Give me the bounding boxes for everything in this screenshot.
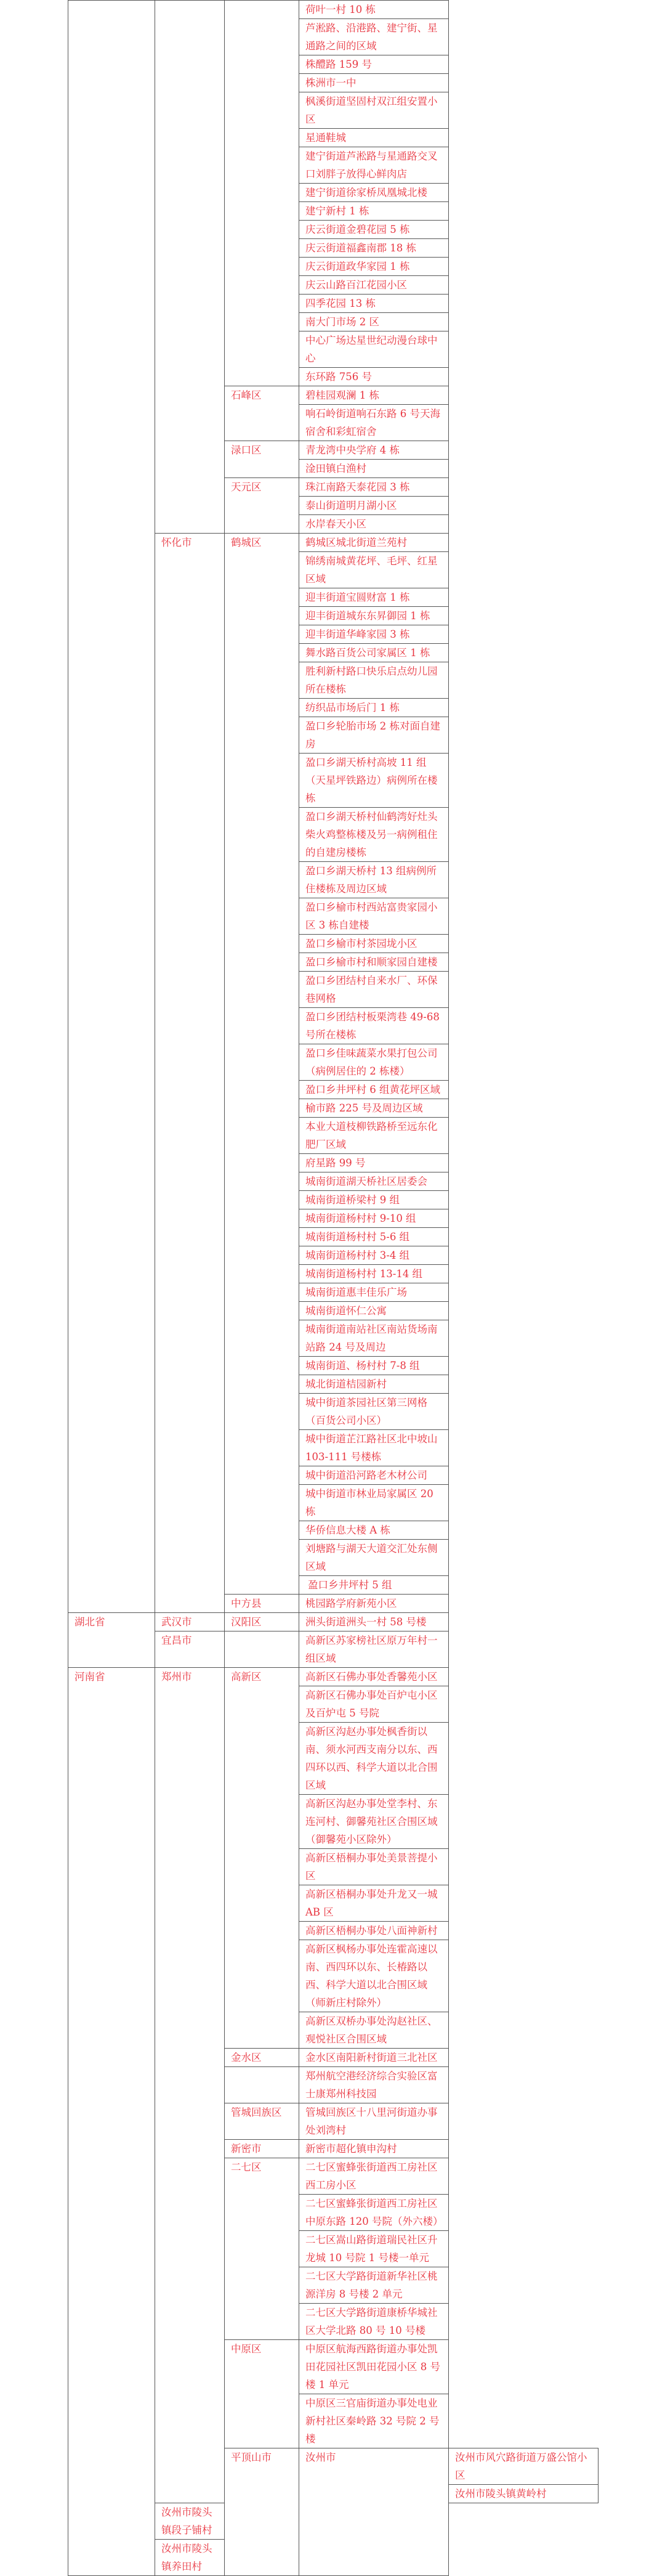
location-cell: 二七区嵩山路街道瑞民社区升龙城 10 号院 1 号楼一单元 <box>299 2231 449 2267</box>
location-cell: 青龙湾中央学府 4 栋 <box>299 441 449 460</box>
location-cell: 中原区航海西路街道办事处凯田花园社区凯田花园小区 8 号楼 1 单元 <box>299 2340 449 2394</box>
location-cell: 郑州航空港经济综合实验区富士康郑州科技园 <box>299 2067 449 2103</box>
location-cell: 二七区大学路街道康桥华城社区大学北路 80 号 10 号楼 <box>299 2304 449 2340</box>
location-cell: 盈口乡佳味蔬菜水果打包公司（病例居住的 2 栋楼） <box>299 1044 449 1081</box>
location-cell: 庆云街道金碧花园 5 栋 <box>299 221 449 239</box>
district-cell: 二七区 <box>225 2158 299 2340</box>
district-cell: 中方县 <box>225 1595 299 1613</box>
province-cell <box>68 1 155 1613</box>
location-cell: 东环路 756 号 <box>299 368 449 386</box>
location-cell: 洲头街道洲头一村 58 号楼 <box>299 1613 449 1631</box>
location-cell: 芦淞路、沿港路、建宁街、星通路之间的区域 <box>299 19 449 55</box>
location-cell: 华侨信息大楼 A 栋 <box>299 1521 449 1540</box>
location-cell: 盈口乡轮胎市场 2 栋对面自建房 <box>299 717 449 754</box>
location-cell: 高新区石佛办事处百炉屯小区及百炉屯 5 号院 <box>299 1686 449 1723</box>
location-cell: 水岸春天小区 <box>299 515 449 534</box>
location-cell: 盈口乡湖天桥村 13 组病例所住楼栋及周边区域 <box>299 862 449 898</box>
city-cell: 怀化市 <box>155 534 225 1613</box>
table-row <box>68 1613 598 1631</box>
location-cell: 建宁新村 1 栋 <box>299 202 449 221</box>
location-cell: 建宁街道徐家桥凤凰城北楼 <box>299 184 449 202</box>
location-cell: 泰山街道明月湖小区 <box>299 497 449 515</box>
location-cell: 盈口乡团结村板栗湾巷 49-68 号所在楼栋 <box>299 1008 449 1044</box>
location-cell: 株洲市一中 <box>299 74 449 92</box>
location-cell: 二七区蜜蜂张街道西工房社区西工房小区 <box>299 2158 449 2195</box>
table-row <box>68 1668 598 1686</box>
location-cell: 榆市路 225 号及周边区域 <box>299 1099 449 1118</box>
district-cell <box>225 2067 299 2103</box>
district-cell: 石峰区 <box>225 386 299 441</box>
location-cell: 星通鞋城 <box>299 129 449 147</box>
location-cell: 庆云街道政华家园 1 栋 <box>299 258 449 276</box>
location-cell: 迎丰街道宝圆财富 1 栋 <box>299 588 449 607</box>
city-cell <box>155 1 225 534</box>
city-cell: 平顶山市 <box>225 2448 299 2576</box>
location-cell: 建宁街道芦淞路与星通路交叉口刘胖子放得心鲜肉店 <box>299 147 449 184</box>
location-cell: 盈口乡榆市村和顺家园自建楼 <box>299 953 449 972</box>
district-cell: 管城回族区 <box>225 2103 299 2140</box>
location-cell: 迎丰街道华峰家园 3 栋 <box>299 625 449 644</box>
location-cell: 盈口乡榆市村西站富贵家园小区 3 栋自建楼 <box>299 898 449 935</box>
location-cell: 枫溪街道坚固村双江组安置小区 <box>299 92 449 129</box>
city-cell: 郑州市 <box>155 1668 225 2503</box>
location-cell: 淦田镇白渔村 <box>299 460 449 478</box>
location-cell: 盈口乡湖天桥村仙鹤湾好灶头柴火鸡整栋楼及另一病例租住的自建房楼栋 <box>299 808 449 862</box>
location-cell: 鹤城区城北街道兰苑村 <box>299 534 449 552</box>
location-cell: 高新区梧桐办事处升龙又一城 AB 区 <box>299 1885 449 1922</box>
location-cell: 荷叶一村 10 栋 <box>299 1 449 19</box>
location-cell: 响石岭街道响石东路 6 号天海宿舍和彩虹宿舍 <box>299 405 449 441</box>
district-cell <box>225 1 299 386</box>
location-cell: 舞水路百货公司家属区 1 栋 <box>299 644 449 662</box>
location-cell: 盈口乡团结村自来水厂、环保巷网格 <box>299 972 449 1008</box>
location-cell: 珠江南路天泰花园 3 栋 <box>299 478 449 497</box>
location-cell: 金水区南阳新村街道三北社区 <box>299 2049 449 2067</box>
location-cell: 庆云山路百江花园小区 <box>299 276 449 295</box>
location-cell: 碧桂园观澜 1 栋 <box>299 386 449 405</box>
district-cell <box>225 1631 299 1668</box>
location-cell: 高新区梧桐办事处美景菩提小区 <box>299 1849 449 1885</box>
location-cell: 汝州市风穴路街道万盛公馆小区 <box>449 2448 598 2485</box>
table-row <box>68 1 598 19</box>
location-cell: 高新区苏家榜社区原万年村一组区域 <box>299 1631 449 1668</box>
location-cell: 庆云街道福鑫南郡 18 栋 <box>299 239 449 258</box>
location-cell: 盈口乡井坪村 5 组 <box>299 1576 449 1595</box>
location-cell: 高新区沟赵办事处枫香街以南、须水河西支南分以东、西四环以西、科学大道以北合围区域 <box>299 1723 449 1795</box>
location-cell: 盈口乡湖天桥村高坡 11 组（天星坪铁路边）病例所在楼栋 <box>299 754 449 808</box>
location-cell: 新密市超化镇申沟村 <box>299 2140 449 2158</box>
location-cell: 株醴路 159 号 <box>299 55 449 74</box>
district-cell: 天元区 <box>225 478 299 534</box>
district-cell: 鹤城区 <box>225 534 299 1595</box>
location-cell: 四季花园 13 栋 <box>299 295 449 313</box>
location-cell: 中原区三官庙街道办事处电业新村社区秦岭路 32 号院 2 号楼 <box>299 2394 449 2448</box>
location-cell: 城中街道芷江路社区北中坡山 103-111 号楼栋 <box>299 1430 449 1466</box>
location-cell: 高新区梧桐办事处八面神新村 <box>299 1922 449 1940</box>
location-cell: 城中街道市林业局家属区 20 栋 <box>299 1485 449 1521</box>
location-cell: 城北街道桔园新村 <box>299 1375 449 1394</box>
location-cell: 桃园路学府新苑小区 <box>299 1595 449 1613</box>
location-cell: 城南街道南站社区南站货场南站路 24 号及周边 <box>299 1320 449 1357</box>
location-cell: 盈口乡井坪村 6 组黄花坪区域 <box>299 1081 449 1099</box>
location-cell: 城南街道杨村村 5-6 组 <box>299 1228 449 1246</box>
district-cell: 汉阳区 <box>225 1613 299 1631</box>
location-cell: 城中街道沿河路老木材公司 <box>299 1466 449 1485</box>
location-cell: 管城回族区十八里河街道办事处刘湾村 <box>299 2103 449 2140</box>
location-cell: 汝州市陵头镇养田村 <box>155 2540 225 2576</box>
location-cell: 南大门市场 2 区 <box>299 313 449 331</box>
location-cell: 城南街道杨村村 13-14 组 <box>299 1265 449 1283</box>
location-cell: 迎丰街道城东东昇御园 1 栋 <box>299 607 449 625</box>
location-cell: 高新区沟赵办事处堂李村、东连河村、御馨苑社区合围区域（御馨苑小区除外） <box>299 1795 449 1849</box>
location-cell: 汝州市陵头镇段子铺村 <box>155 2503 225 2540</box>
location-cell: 城南街道湖天桥社区居委会 <box>299 1172 449 1191</box>
location-cell: 纺织品市场后门 1 栋 <box>299 699 449 717</box>
location-cell: 城南街道杨村村 9-10 组 <box>299 1209 449 1228</box>
location-cell: 城中街道茶园社区第三网格（百货公司小区） <box>299 1394 449 1430</box>
district-cell: 汝州市 <box>299 2448 449 2576</box>
location-cell: 城南街道桥梁村 9 组 <box>299 1191 449 1209</box>
district-cell: 中原区 <box>225 2340 299 2448</box>
location-cell: 中心广场达星世纪动漫台球中心 <box>299 331 449 368</box>
location-cell: 二七区大学路街道新华社区桃源洋房 8 号楼 2 单元 <box>299 2267 449 2304</box>
location-cell: 城南街道杨村村 3-4 组 <box>299 1246 449 1265</box>
city-cell: 武汉市 <box>155 1613 225 1631</box>
location-cell: 高新区石佛办事处香馨苑小区 <box>299 1668 449 1686</box>
location-cell: 高新区双桥办事处沟赵社区、观悦社区合围区域 <box>299 2012 449 2049</box>
location-cell: 锦绣南城黄花坪、毛坪、红星区域 <box>299 552 449 588</box>
city-cell: 宜昌市 <box>155 1631 225 1668</box>
location-cell: 盈口乡榆市村茶园垅小区 <box>299 935 449 953</box>
district-cell: 金水区 <box>225 2049 299 2067</box>
location-cell: 二七区蜜蜂张街道西工房社区中原东路 120 号院（外六楼） <box>299 2195 449 2231</box>
location-cell: 本业大道枝柳铁路桥至远东化肥厂区域 <box>299 1118 449 1154</box>
location-cell: 汝州市陵头镇黄岭村 <box>449 2485 598 2503</box>
location-cell: 城南街道惠丰佳乐广场 <box>299 1283 449 1302</box>
location-cell: 府星路 99 号 <box>299 1154 449 1172</box>
location-cell: 刘塘路与湖天大道交汇处东侧区域 <box>299 1540 449 1576</box>
district-cell: 新密市 <box>225 2140 299 2158</box>
province-cell: 湖北省 <box>68 1613 155 1668</box>
location-cell: 高新区枫杨办事处连霍高速以南、西四环以东、长椿路以西、科学大道以北合围区域（师新庄村除外） <box>299 1940 449 2012</box>
district-cell: 高新区 <box>225 1668 299 2049</box>
location-cell: 城南街道怀仁公寓 <box>299 1302 449 1320</box>
outbreak-area-table <box>68 0 598 2576</box>
district-cell: 渌口区 <box>225 441 299 478</box>
location-cell: 胜利新村路口快乐启点幼儿园所在楼栋 <box>299 662 449 699</box>
location-cell: 城南街道、杨村村 7-8 组 <box>299 1357 449 1375</box>
province-cell: 河南省 <box>68 1668 155 2576</box>
